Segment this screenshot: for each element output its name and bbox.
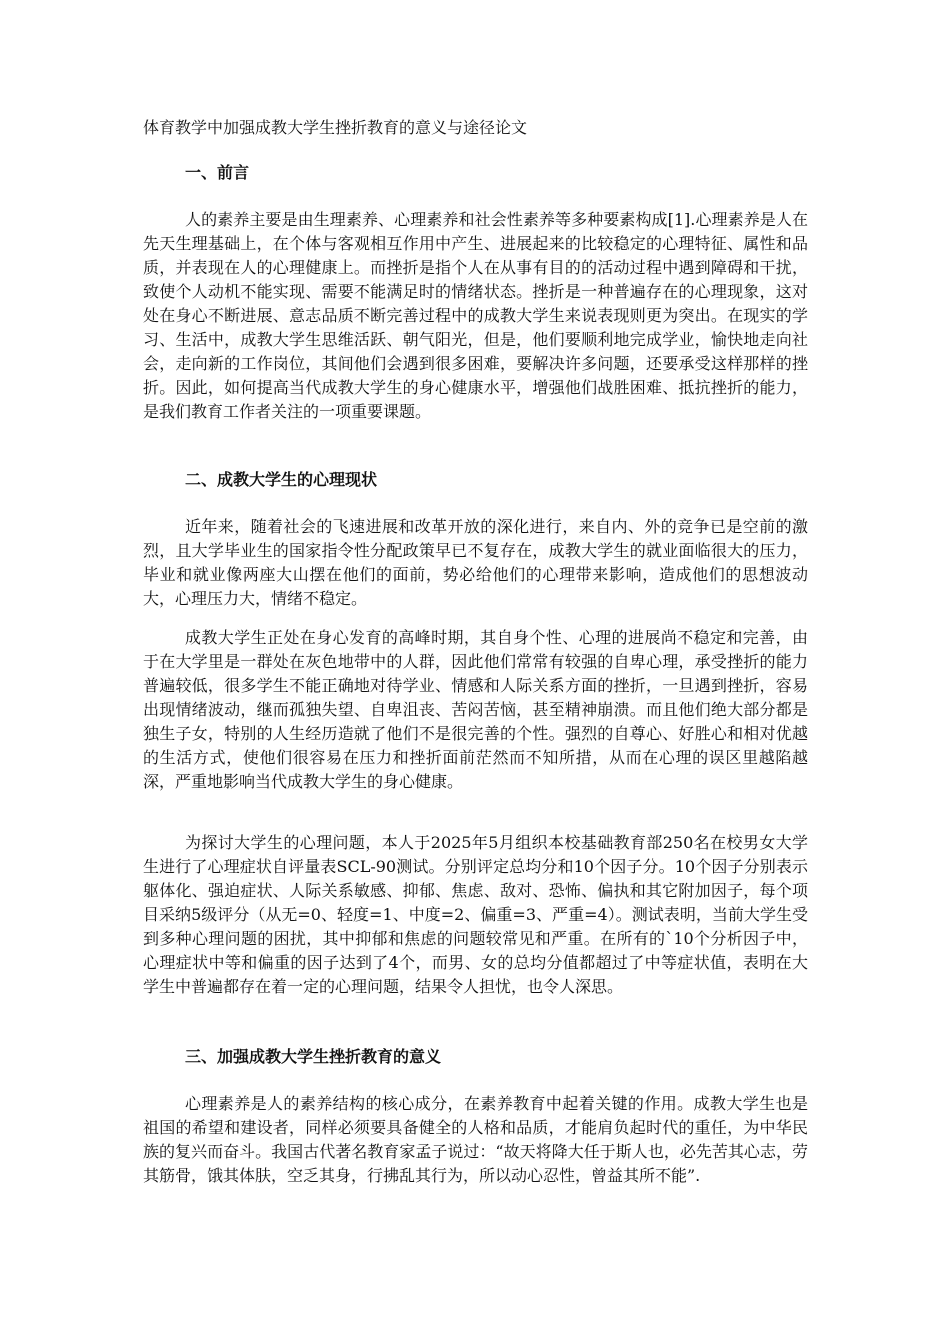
section-heading-significance: 三、加强成教大学生挫折教育的意义 (185, 1047, 442, 1066)
paragraph-psych-status-3: 为探讨大学生的心理问题，本人于2025年5月组织本校基础教育部250名在校男女大学生进行了心理症状自评量表SCL-90测试。分别评定总均分和10个因子分。10个因子分别表示躯体化、强迫症状、人际关系敏感、抑郁、焦虑、敌对、恐怖、偏执和其它附加因子，每个项目采纳5级评分（从无=0、轻度=1、中度=2、偏重=3、严重=4）。测试表明，当前大学生受到多种心理问题的困扰，其中抑郁和焦虑的问题较常见和严重。在所有的`10个分析因子中，心理症状中等和偏重的因子达到了4个，而男、女的总均分值都超过了中等症状值，表明在大学生中普遍都存在着一定的心理问题，结果令人担忧，也令人深思。 (143, 833, 808, 996)
section-heading-psych-status: 二、成教大学生的心理现状 (185, 470, 378, 489)
paragraph-psych-status-2: 成教大学生正处在身心发育的高峰时期，其自身个性、心理的进展尚不稳定和完善，由于在大学里是一群处在灰色地带中的人群，因此他们常常有较强的自卑心理，承受挫折的能力普遍较低，很多学生不能正确地对待学业、情感和人际关系方面的挫折，一旦遇到挫折，容易出现情绪波动，继而孤独失望、自卑沮丧、苦闷苦恼，甚至精神崩溃。而且他们绝大部分都是独生子女，特别的人生经历造就了他们不是很完善的个性。强烈的自尊心、好胜心和相对优越的生活方式，使他们很容易在压力和挫折面前茫然而不知所措，从而在心理的误区里越陷越深，严重地影响当代成教大学生的身心健康。 (143, 628, 808, 791)
paragraph-preface: 人的素养主要是由生理素养、心理素养和社会性素养等多种要素构成[1].心理素养是人在先天生理基础上，在个体与客观相互作用中产生、进展起来的比较稳定的心理特征、属性和品质，并表现在人的心理健康上。而挫折是指个人在从事有目的的活动过程中遇到障碍和干扰，致使个人动机不能实现、需要不能满足时的情绪状态。挫折是一种普遍存在的心理现象，这对处在身心不断进展、意志品质不断完善过程中的成教大学生来说表现则更为突出。在现实的学习、生活中，成教大学生思维活跃、朝气阳光，但是，他们要顺利地完成学业，愉快地走向社会，走向新的工作岗位，其间他们会遇到很多困难，要解决许多问题，还要承受这样那样的挫折。因此，如何提高当代成教大学生的身心健康水平，增强他们战胜困难、抵抗挫折的能力，是我们教育工作者关注的一项重要课题。 (143, 210, 808, 421)
paragraph-significance: 心理素养是人的素养结构的核心成分，在素养教育中起着关键的作用。成教大学生也是祖国的希望和建设者，同样必须要具备健全的人格和品质，才能肩负起时代的重任，为中华民族的复兴而奋斗。我国古代著名教育家孟子说过：“故天将降大任于斯人也，必先苦其心志，劳其筋骨，饿其体肤，空乏其身，行拂乱其行为，所以动心忍性，曾益其所不能”. (143, 1094, 808, 1185)
document-title: 体育教学中加强成教大学生挫折教育的意义与途径论文 (143, 118, 528, 137)
paragraph-psych-status-1: 近年来，随着社会的飞速进展和改革开放的深化进行，来自内、外的竞争已是空前的激烈，且大学毕业生的国家指令性分配政策早已不复存在，成教大学生的就业面临很大的压力，毕业和就业像两座大山摆在他们的面前，势必给他们的心理带来影响，造成他们的思想波动大，心理压力大，情绪不稳定。 (143, 517, 808, 608)
section-heading-preface: 一、前言 (185, 163, 250, 182)
